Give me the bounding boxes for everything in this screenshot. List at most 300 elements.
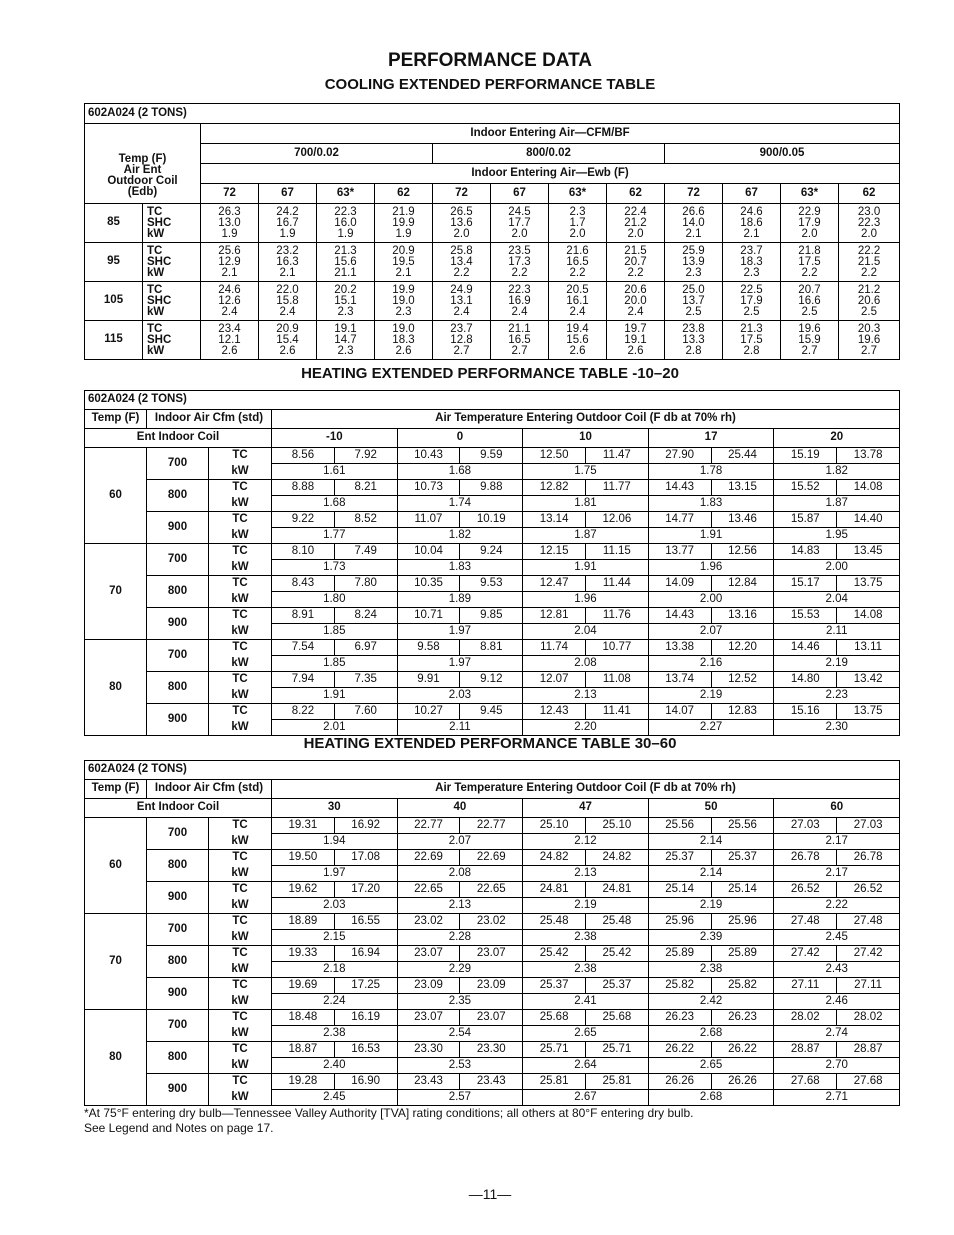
kw-label: kW xyxy=(209,688,272,704)
tc-value: 15.53 xyxy=(774,608,837,624)
tc-label: TC xyxy=(209,850,272,866)
kw-value: 2.46 xyxy=(774,994,900,1010)
tc-value: 23.07 xyxy=(460,946,523,962)
tc-value: 12.83 xyxy=(711,704,774,720)
tc-value: 28.02 xyxy=(774,1010,837,1026)
kw-value: 1.82 xyxy=(774,464,900,480)
tc-value: 9.88 xyxy=(460,480,523,496)
kw-label: kW xyxy=(209,1090,272,1106)
cooling-value-cell: 21.2 20.6 2.5 xyxy=(839,282,900,321)
tc-row xyxy=(85,1074,900,1090)
cfm-header: Indoor Entering Air—CFM/BF xyxy=(201,124,900,144)
kw-value: 2.08 xyxy=(397,866,523,882)
kw-value: 1.75 xyxy=(523,464,649,480)
tc-value: 9.58 xyxy=(397,640,460,656)
ewb-value: 72 xyxy=(433,184,491,204)
tc-label: TC xyxy=(209,978,272,994)
cooling-value-cell: 20.2 15.1 2.3 xyxy=(317,282,375,321)
tc-value: 14.08 xyxy=(837,608,900,624)
kw-value: 1.82 xyxy=(397,528,523,544)
tc-value: 25.37 xyxy=(523,978,586,994)
tc-value: 17.20 xyxy=(334,882,397,898)
cooling-header-row-1 xyxy=(85,124,900,144)
ewb-value: 63* xyxy=(781,184,839,204)
tc-value: 15.16 xyxy=(774,704,837,720)
tc-value: 26.78 xyxy=(837,850,900,866)
tc-value: 19.31 xyxy=(272,818,335,834)
tc-value: 14.40 xyxy=(837,512,900,528)
tc-value: 13.75 xyxy=(837,576,900,592)
tc-value: 25.14 xyxy=(711,882,774,898)
tc-value: 25.71 xyxy=(585,1042,648,1058)
tc-value: 27.03 xyxy=(774,818,837,834)
tc-value: 12.84 xyxy=(711,576,774,592)
cooling-header-row-2 xyxy=(85,144,900,164)
air-temp-header: Air Temperature Entering Outdoor Coil (F db at 70% rh) xyxy=(272,410,900,429)
kw-value: 2.15 xyxy=(272,930,398,946)
tc-label: TC xyxy=(209,914,272,930)
cooling-model-row xyxy=(85,104,900,124)
ewb-value: 62 xyxy=(839,184,900,204)
cooling-value-cell: 21.9 19.9 1.9 xyxy=(375,204,433,243)
tc-value: 27.48 xyxy=(774,914,837,930)
kw-value: 2.03 xyxy=(272,898,398,914)
tc-value: 13.45 xyxy=(837,544,900,560)
tc-value: 25.37 xyxy=(585,978,648,994)
tc-value: 23.30 xyxy=(460,1042,523,1058)
kw-value: 2.04 xyxy=(523,624,649,640)
tc-value: 17.25 xyxy=(334,978,397,994)
tc-value: 23.02 xyxy=(397,914,460,930)
tc-label: TC xyxy=(209,1074,272,1090)
heating-performance-table-2 xyxy=(84,760,900,1106)
kw-value: 1.73 xyxy=(272,560,398,576)
footnote-tva: *At 75°F entering dry bulb—Tennessee Valley Authority [TVA] rating conditions; all others at 80°F entering dry bulb. xyxy=(84,1106,694,1120)
tc-value: 9.91 xyxy=(397,672,460,688)
cooling-value-cell: 19.7 19.1 2.6 xyxy=(607,321,665,360)
heating-header-row-1 xyxy=(85,780,900,799)
cooling-value-cell: 25.9 13.9 2.3 xyxy=(665,243,723,282)
cooling-value-cell: 26.6 14.0 2.1 xyxy=(665,204,723,243)
tc-value: 26.23 xyxy=(648,1010,711,1026)
kw-label: kW xyxy=(209,720,272,736)
tc-value: 19.28 xyxy=(272,1074,335,1090)
tc-value: 11.74 xyxy=(523,640,586,656)
outdoor-temp: 105 xyxy=(85,282,143,321)
tc-value: 14.43 xyxy=(648,480,711,496)
tc-value: 25.96 xyxy=(711,914,774,930)
cooling-value-cell: 22.4 21.2 2.0 xyxy=(607,204,665,243)
tc-value: 22.65 xyxy=(397,882,460,898)
tc-value: 19.50 xyxy=(272,850,335,866)
tc-value: 10.35 xyxy=(397,576,460,592)
tc-label: TC xyxy=(209,882,272,898)
cfm-value: 800 xyxy=(147,480,209,512)
indoor-temp: 80 xyxy=(85,1010,147,1106)
tc-value: 25.37 xyxy=(648,850,711,866)
tc-value: 9.12 xyxy=(460,672,523,688)
cfm-value: 700 xyxy=(147,640,209,672)
tc-value: 9.53 xyxy=(460,576,523,592)
outdoor-temp-col: -10 xyxy=(272,429,398,448)
tc-value: 14.80 xyxy=(774,672,837,688)
tc-value: 24.81 xyxy=(523,882,586,898)
tc-label: TC xyxy=(209,818,272,834)
tc-value: 11.76 xyxy=(585,608,648,624)
cfm-value: 700 xyxy=(147,914,209,946)
tc-row xyxy=(85,704,900,720)
tc-value: 8.56 xyxy=(272,448,335,464)
cooling-value-cell: 22.9 17.9 2.0 xyxy=(781,204,839,243)
tc-value: 10.19 xyxy=(460,512,523,528)
cooling-data-row xyxy=(85,282,900,321)
tc-value: 26.22 xyxy=(711,1042,774,1058)
tc-row xyxy=(85,512,900,528)
cooling-value-cell: 21.3 17.5 2.8 xyxy=(723,321,781,360)
tc-value: 11.44 xyxy=(585,576,648,592)
kw-label: kW xyxy=(209,834,272,850)
kw-value: 2.14 xyxy=(648,834,774,850)
tc-value: 7.35 xyxy=(334,672,397,688)
tc-value: 13.78 xyxy=(837,448,900,464)
cooling-value-cell: 25.6 12.9 2.1 xyxy=(201,243,259,282)
cooling-value-cell: 19.9 19.0 2.3 xyxy=(375,282,433,321)
cooling-value-cell: 21.5 20.7 2.2 xyxy=(607,243,665,282)
kw-value: 2.04 xyxy=(774,592,900,608)
temp-header: Temp (F) Air Ent Outdoor Coil (Edb) xyxy=(85,124,201,204)
tc-label: TC xyxy=(209,448,272,464)
cooling-value-cell: 20.7 16.6 2.5 xyxy=(781,282,839,321)
tc-row xyxy=(85,882,900,898)
kw-value: 2.22 xyxy=(774,898,900,914)
outdoor-temp: 115 xyxy=(85,321,143,360)
kw-label: kW xyxy=(209,930,272,946)
footnote-legend: See Legend and Notes on page 17. xyxy=(84,1121,274,1135)
cooling-value-cell: 22.0 15.8 2.4 xyxy=(259,282,317,321)
heating-model-row xyxy=(85,391,900,410)
kw-value: 2.28 xyxy=(397,930,523,946)
cfm-value: 900 xyxy=(147,978,209,1010)
kw-value: 2.71 xyxy=(774,1090,900,1106)
cooling-value-cell: 24.6 12.6 2.4 xyxy=(201,282,259,321)
tc-value: 16.92 xyxy=(334,818,397,834)
kw-value: 2.74 xyxy=(774,1026,900,1042)
cooling-value-cell: 23.5 17.3 2.2 xyxy=(491,243,549,282)
cooling-value-cell: 26.5 13.6 2.0 xyxy=(433,204,491,243)
kw-value: 1.74 xyxy=(397,496,523,512)
tc-value: 23.43 xyxy=(397,1074,460,1090)
cfm-value: 700 xyxy=(147,1010,209,1042)
cfm-value: 700 xyxy=(147,544,209,576)
cooling-value-cell: 22.3 16.0 1.9 xyxy=(317,204,375,243)
tc-value: 8.88 xyxy=(272,480,335,496)
kw-value: 1.81 xyxy=(523,496,649,512)
kw-value: 1.83 xyxy=(648,496,774,512)
heating-header-row-2 xyxy=(85,799,900,818)
kw-value: 1.83 xyxy=(397,560,523,576)
ewb-value: 67 xyxy=(259,184,317,204)
kw-value: 1.87 xyxy=(523,528,649,544)
tc-value: 14.07 xyxy=(648,704,711,720)
cooling-data-row xyxy=(85,321,900,360)
tc-value: 7.54 xyxy=(272,640,335,656)
tc-value: 10.77 xyxy=(585,640,648,656)
ewb-value: 63* xyxy=(549,184,607,204)
tc-value: 8.81 xyxy=(460,640,523,656)
tc-label: TC xyxy=(209,672,272,688)
cooling-value-cell: 19.1 14.7 2.3 xyxy=(317,321,375,360)
tc-value: 16.94 xyxy=(334,946,397,962)
cooling-value-cell: 2.3 1.7 2.0 xyxy=(549,204,607,243)
cooling-value-cell: 19.6 15.9 2.7 xyxy=(781,321,839,360)
tc-value: 15.52 xyxy=(774,480,837,496)
kw-value: 2.11 xyxy=(774,624,900,640)
tc-value: 12.81 xyxy=(523,608,586,624)
tc-value: 15.19 xyxy=(774,448,837,464)
cooling-value-cell: 22.3 16.9 2.4 xyxy=(491,282,549,321)
tc-value: 25.82 xyxy=(648,978,711,994)
tc-row xyxy=(85,448,900,464)
metric-labels: TC SHC kW xyxy=(143,243,201,282)
tc-value: 8.10 xyxy=(272,544,335,560)
tc-value: 25.10 xyxy=(585,818,648,834)
kw-value: 2.13 xyxy=(397,898,523,914)
outdoor-temp-col: 47 xyxy=(523,799,649,818)
tc-row xyxy=(85,640,900,656)
cooling-value-cell: 20.9 15.4 2.6 xyxy=(259,321,317,360)
cooling-performance-table xyxy=(84,103,900,360)
page-number: —11— xyxy=(468,1186,512,1202)
kw-label: kW xyxy=(209,624,272,640)
tc-value: 8.52 xyxy=(334,512,397,528)
outdoor-temp: 95 xyxy=(85,243,143,282)
kw-value: 2.57 xyxy=(397,1090,523,1106)
tc-value: 25.89 xyxy=(711,946,774,962)
cfm-label: Indoor Air Cfm (std) xyxy=(147,780,272,799)
tc-value: 10.04 xyxy=(397,544,460,560)
kw-value: 2.38 xyxy=(648,962,774,978)
temp-label: Temp (F) xyxy=(85,410,147,429)
tc-value: 14.77 xyxy=(648,512,711,528)
heating-performance-table-1 xyxy=(84,390,900,736)
heating-header-row-1 xyxy=(85,410,900,429)
tc-value: 23.07 xyxy=(397,1010,460,1026)
outdoor-temp: 85 xyxy=(85,204,143,243)
tc-value: 22.65 xyxy=(460,882,523,898)
tc-value: 25.48 xyxy=(585,914,648,930)
cooling-header-row-4 xyxy=(85,184,900,204)
kw-value: 2.19 xyxy=(774,656,900,672)
outdoor-temp-col: 20 xyxy=(774,429,900,448)
tc-value: 25.81 xyxy=(585,1074,648,1090)
tc-value: 25.42 xyxy=(523,946,586,962)
kw-value: 2.41 xyxy=(523,994,649,1010)
cooling-value-cell: 23.4 12.1 2.6 xyxy=(201,321,259,360)
tc-value: 27.42 xyxy=(774,946,837,962)
kw-value: 2.27 xyxy=(648,720,774,736)
tc-value: 13.14 xyxy=(523,512,586,528)
tc-value: 17.08 xyxy=(334,850,397,866)
tc-value: 27.03 xyxy=(837,818,900,834)
tc-value: 14.46 xyxy=(774,640,837,656)
tc-value: 11.47 xyxy=(585,448,648,464)
cooling-value-cell: 24.6 18.6 2.1 xyxy=(723,204,781,243)
cfm-value: 900 xyxy=(147,512,209,544)
tc-value: 10.27 xyxy=(397,704,460,720)
kw-value: 2.24 xyxy=(272,994,398,1010)
kw-value: 2.07 xyxy=(648,624,774,640)
cfm-group-0: 700/0.02 xyxy=(201,144,433,164)
kw-value: 1.96 xyxy=(648,560,774,576)
tc-value: 19.62 xyxy=(272,882,335,898)
tc-value: 19.69 xyxy=(272,978,335,994)
outdoor-temp-col: 0 xyxy=(397,429,523,448)
cfm-value: 800 xyxy=(147,672,209,704)
tc-label: TC xyxy=(209,544,272,560)
cooling-data-row xyxy=(85,243,900,282)
outdoor-temp-col: 50 xyxy=(648,799,774,818)
air-temp-header: Air Temperature Entering Outdoor Coil (F db at 70% rh) xyxy=(272,780,900,799)
tc-value: 26.26 xyxy=(711,1074,774,1090)
tc-row xyxy=(85,914,900,930)
cooling-value-cell: 20.3 19.6 2.7 xyxy=(839,321,900,360)
tc-row xyxy=(85,978,900,994)
tc-value: 9.85 xyxy=(460,608,523,624)
tc-value: 24.81 xyxy=(585,882,648,898)
cooling-value-cell: 20.5 16.1 2.4 xyxy=(549,282,607,321)
kw-value: 1.68 xyxy=(397,464,523,480)
tc-value: 27.42 xyxy=(837,946,900,962)
cfm-value: 900 xyxy=(147,704,209,736)
tc-value: 27.48 xyxy=(837,914,900,930)
tc-value: 10.43 xyxy=(397,448,460,464)
tc-label: TC xyxy=(209,946,272,962)
kw-value: 2.07 xyxy=(397,834,523,850)
kw-value: 2.11 xyxy=(397,720,523,736)
cfm-value: 800 xyxy=(147,576,209,608)
cfm-label: Indoor Air Cfm (std) xyxy=(147,410,272,429)
kw-value: 2.19 xyxy=(648,898,774,914)
cooling-value-cell: 23.8 13.3 2.8 xyxy=(665,321,723,360)
tc-row xyxy=(85,480,900,496)
cfm-value: 900 xyxy=(147,1074,209,1106)
tc-value: 25.48 xyxy=(523,914,586,930)
kw-value: 2.18 xyxy=(272,962,398,978)
tc-value: 25.56 xyxy=(648,818,711,834)
tc-row xyxy=(85,576,900,592)
kw-value: 2.45 xyxy=(774,930,900,946)
cooling-value-cell: 20.6 20.0 2.4 xyxy=(607,282,665,321)
tc-value: 23.30 xyxy=(397,1042,460,1058)
indoor-temp: 70 xyxy=(85,544,147,640)
kw-value: 1.94 xyxy=(272,834,398,850)
kw-value: 1.78 xyxy=(648,464,774,480)
ent-coil-label: Ent Indoor Coil xyxy=(85,799,272,818)
tc-value: 22.69 xyxy=(460,850,523,866)
tc-label: TC xyxy=(209,512,272,528)
kw-value: 2.67 xyxy=(523,1090,649,1106)
cooling-value-cell: 22.2 21.5 2.2 xyxy=(839,243,900,282)
tc-value: 9.24 xyxy=(460,544,523,560)
cooling-value-cell: 24.9 13.1 2.4 xyxy=(433,282,491,321)
tc-value: 8.21 xyxy=(334,480,397,496)
kw-value: 1.91 xyxy=(272,688,398,704)
metric-labels: TC SHC kW xyxy=(143,204,201,243)
tc-value: 13.74 xyxy=(648,672,711,688)
tc-value: 25.68 xyxy=(523,1010,586,1026)
tc-value: 26.78 xyxy=(774,850,837,866)
tc-value: 15.87 xyxy=(774,512,837,528)
tc-value: 12.47 xyxy=(523,576,586,592)
ewb-value: 72 xyxy=(665,184,723,204)
cfm-value: 700 xyxy=(147,818,209,850)
cooling-data-row xyxy=(85,204,900,243)
cooling-value-cell: 21.6 16.5 2.2 xyxy=(549,243,607,282)
kw-value: 2.13 xyxy=(523,866,649,882)
tc-value: 11.77 xyxy=(585,480,648,496)
tc-value: 11.15 xyxy=(585,544,648,560)
ewb-value: 67 xyxy=(491,184,549,204)
tc-value: 25.44 xyxy=(711,448,774,464)
indoor-temp: 80 xyxy=(85,640,147,736)
ewb-value: 62 xyxy=(375,184,433,204)
kw-label: kW xyxy=(209,592,272,608)
tc-value: 11.41 xyxy=(585,704,648,720)
outdoor-temp-col: 10 xyxy=(523,429,649,448)
tc-value: 13.75 xyxy=(837,704,900,720)
cooling-value-cell: 26.3 13.0 1.9 xyxy=(201,204,259,243)
ewb-value: 72 xyxy=(201,184,259,204)
kw-value: 2.68 xyxy=(648,1090,774,1106)
kw-value: 2.38 xyxy=(523,962,649,978)
tc-row xyxy=(85,672,900,688)
outdoor-temp-col: 40 xyxy=(397,799,523,818)
kw-value: 1.87 xyxy=(774,496,900,512)
kw-value: 2.42 xyxy=(648,994,774,1010)
cooling-header-row-3 xyxy=(85,164,900,184)
kw-value: 2.16 xyxy=(648,656,774,672)
cfm-value: 800 xyxy=(147,946,209,978)
kw-value: 1.97 xyxy=(272,866,398,882)
kw-value: 2.65 xyxy=(648,1058,774,1074)
tc-value: 7.94 xyxy=(272,672,335,688)
tc-value: 27.90 xyxy=(648,448,711,464)
cfm-value: 900 xyxy=(147,882,209,914)
tc-value: 24.82 xyxy=(585,850,648,866)
cooling-value-cell: 21.3 15.6 21.1 xyxy=(317,243,375,282)
cooling-value-cell: 21.8 17.5 2.2 xyxy=(781,243,839,282)
tc-value: 7.60 xyxy=(334,704,397,720)
kw-value: 1.91 xyxy=(648,528,774,544)
tc-value: 22.77 xyxy=(397,818,460,834)
cfm-value: 900 xyxy=(147,608,209,640)
tc-value: 8.43 xyxy=(272,576,335,592)
kw-value: 1.68 xyxy=(272,496,398,512)
kw-value: 2.08 xyxy=(523,656,649,672)
tc-row xyxy=(85,1010,900,1026)
tc-value: 22.77 xyxy=(460,818,523,834)
tc-value: 9.22 xyxy=(272,512,335,528)
tc-value: 18.48 xyxy=(272,1010,335,1026)
kw-value: 1.80 xyxy=(272,592,398,608)
tc-value: 10.73 xyxy=(397,480,460,496)
cooling-value-cell: 23.0 22.3 2.0 xyxy=(839,204,900,243)
tc-value: 23.02 xyxy=(460,914,523,930)
cfm-group-1: 800/0.02 xyxy=(433,144,665,164)
tc-value: 26.23 xyxy=(711,1010,774,1026)
cooling-value-cell: 25.8 13.4 2.2 xyxy=(433,243,491,282)
tc-row xyxy=(85,608,900,624)
